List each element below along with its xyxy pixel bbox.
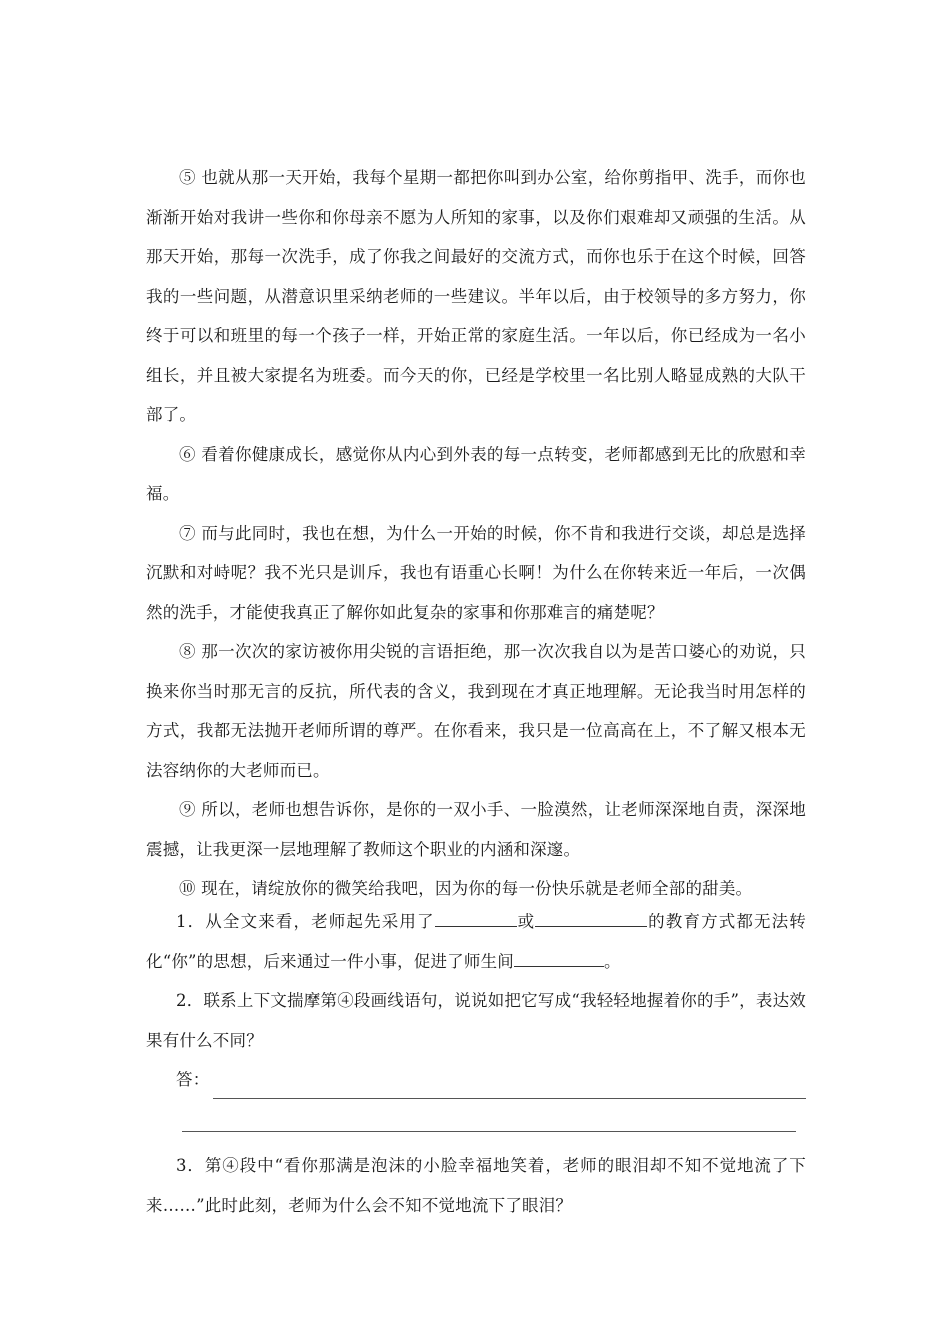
answer-line-1[interactable] <box>213 1074 806 1099</box>
question-1-part2: 或 <box>516 912 536 931</box>
question-1-part4: 。 <box>603 951 621 971</box>
fill-blank-3[interactable] <box>514 948 604 967</box>
paragraph-9: ⑨ 所以，老师也想告诉你，是你的一双小手、一脸漠然，让老师深深地自责，深深地震撼，让我更深一层地理解了教师这个职业的内涵和深邃。 <box>146 800 806 859</box>
paragraph-10: ⑩ 现在，请绽放你的微笑给我吧，因为你的每一份快乐就是老师全部的甜美。 <box>179 879 753 898</box>
question-1 <box>146 902 806 981</box>
answer-line-2[interactable] <box>182 1107 796 1132</box>
paragraph-6: ⑥ 看着你健康成长，感觉你从内心到外表的每一点转变，老师都感到无比的欣慰和幸福。 <box>146 444 806 503</box>
answer-row <box>146 1060 806 1099</box>
paragraph-5: ⑤ 也就从那一天开始，我每个星期一都把你叫到办公室，给你剪指甲、洗手，而你也渐渐开始对我讲一些你和你母亲不愿为人所知的家事，以及你们艰难却又顽强的生活。从那天开始，那每一次洗手，成了你我之间最好的交流方式，而你也乐于在这个时候，回答我的一些问题，从潜意识里采纳老师的一些建议。半年以后，由于校领导的多方努力，你终于可以和班里的每一个孩子一样，开始正常的家庭生活。一年以后，你已经成为一名小组长，并且被大家提名为班委。而今天的你，已经是学校里一名比别人略显成熟的大队干部了。 <box>146 168 806 424</box>
paragraph-8: ⑧ 那一次次的家访被你用尖锐的言语拒绝，那一次次我自以为是苦口婆心的劝说，只换来你当时那无言的反抗，所代表的含义，我到现在才真正地理解。无论我当时用怎样的方式，我都无法抛开老师所谓的尊严。在你看来，我只是一位高高在上，不了解又根本无法容纳你的大老师而已。 <box>146 642 806 780</box>
article-body <box>146 158 806 909</box>
answer-label: 答： <box>176 1069 210 1089</box>
question-2: 2．联系上下文揣摩第④段画线语句，说说如把它写成“我轻轻地握着你的手”，表达效果有什么不同？ <box>146 991 806 1050</box>
question-1-part3: 的教育方式都无法转化“你”的思想，后来通过一件小事，促进了师生间 <box>146 912 806 971</box>
fill-blank-1[interactable] <box>435 908 517 927</box>
questions-section <box>146 902 806 1225</box>
question-3: 3．第④段中“看你那满是泡沫的小脸幸福地笑着，老师的眼泪却不知不觉地流了下来……”此时此刻，老师为什么会不知不觉地流下了眼泪？ <box>146 1156 806 1215</box>
fill-blank-2[interactable] <box>535 908 647 927</box>
paragraph-7: ⑦ 而与此同时，我也在想，为什么一开始的时候，你不肯和我进行交谈，却总是选择沉默和对峙呢？我不光只是训斥，我也有语重心长啊！为什么在你转来近一年后，一次偶然的洗手，才能使我真正了解你如此复杂的家事和你那难言的痛楚呢？ <box>146 523 806 622</box>
question-1-part1: 1．从全文来看，老师起先采用了 <box>176 912 435 931</box>
